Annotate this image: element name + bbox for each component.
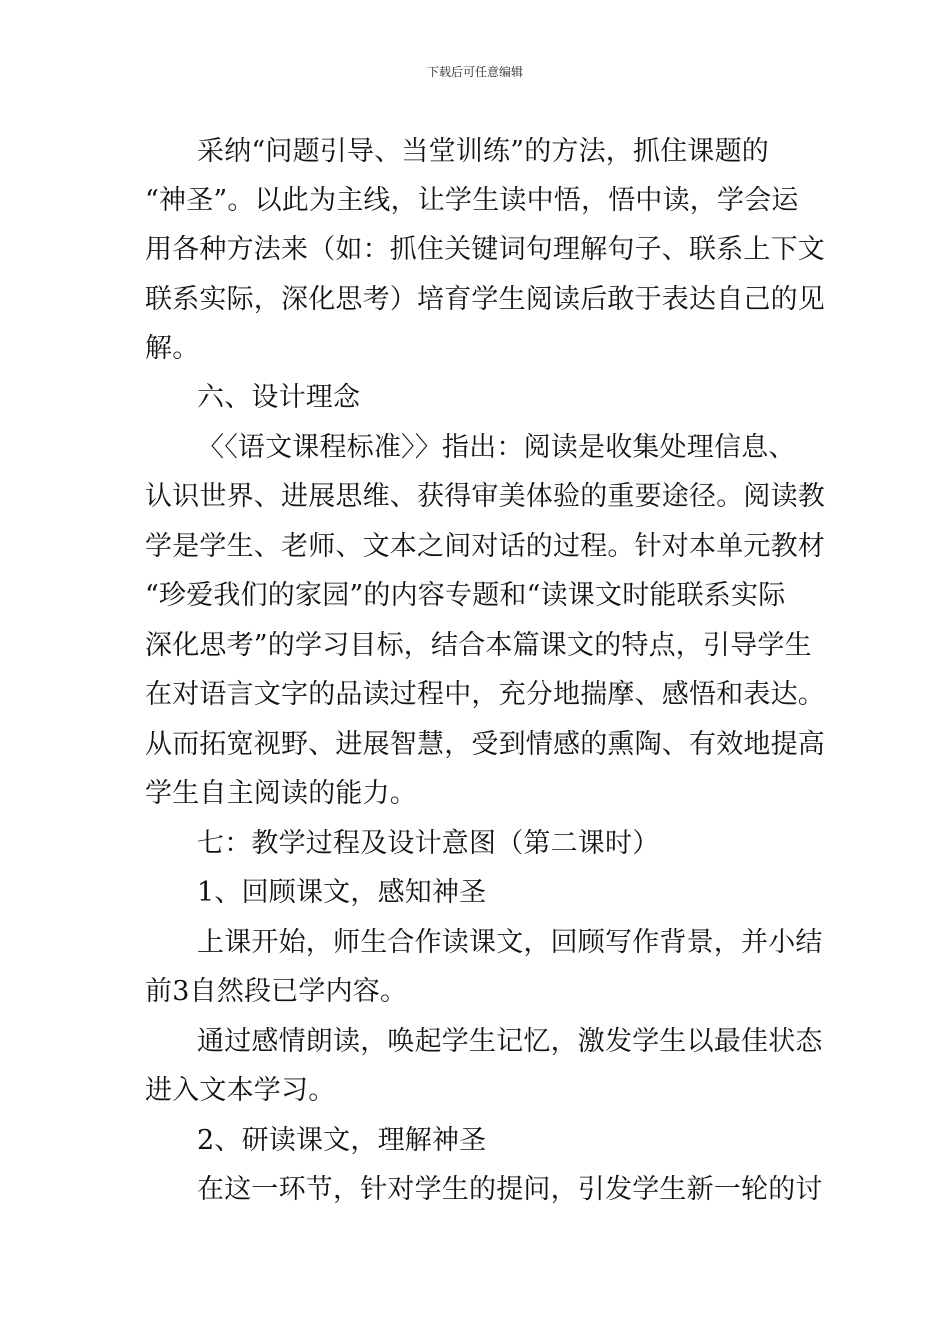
paragraph-line: 〈〈语文课程标准〉〉指出：阅读是收集处理信息、 [197,432,796,463]
paragraph-line: 深化思考”的学习目标，结合本篇课文的特点，引导学生 [145,630,812,661]
paragraph-line: 解。 [145,333,200,364]
subsection-heading: 2、研读课文，理解神圣 [197,1125,487,1156]
section-heading: 七：教学过程及设计意图（第二课时） [197,828,660,859]
paragraph-line: 学是学生、老师、文本之间对话的过程。针对本单元教材 [145,531,825,562]
subsection-heading: 1、回顾课文，感知神圣 [197,877,487,908]
paragraph-line: 学生自主阅读的能力。 [145,778,417,809]
paragraph-line: 在这一环节，针对学生的提问，引发学生新一轮的讨 [197,1174,823,1205]
paragraph-line: 在对语言文字的品读过程中，充分地揣摩、感悟和表达。 [145,679,825,710]
paragraph-line: 联系实际，深化思考）培育学生阅读后敢于表达自己的见 [145,284,825,315]
paragraph-line: “珍爱我们的家园”的内容专题和“读课文时能联系实际 [145,580,786,611]
paragraph-line: 上课开始，师生合作读课文，回顾写作背景，并小结 [197,927,823,958]
paragraph-line: “神圣”。以此为主线，让学生读中悟，悟中读，学会运 [145,185,799,216]
paragraph-line: 采纳“问题引导、当堂训练”的方法，抓住课题的 [197,136,770,167]
section-heading: 六、设计理念 [197,382,361,413]
page-header: 下载后可任意编辑 [426,65,523,79]
paragraph-line: 通过感情朗读，唤起学生记忆，激发学生以最佳状态 [197,1026,823,1057]
paragraph-line: 进入文本学习。 [145,1075,336,1106]
paragraph-line: 前3自然段已学内容。 [145,976,408,1007]
paragraph-line: 用各种方法来（如：抓住关键词句理解句子、联系上下文 [145,234,825,265]
paragraph-line: 从而拓宽视野、进展智慧，受到情感的熏陶、有效地提高 [145,729,825,760]
paragraph-line: 认识世界、进展思维、获得审美体验的重要途径。阅读教 [145,481,825,512]
